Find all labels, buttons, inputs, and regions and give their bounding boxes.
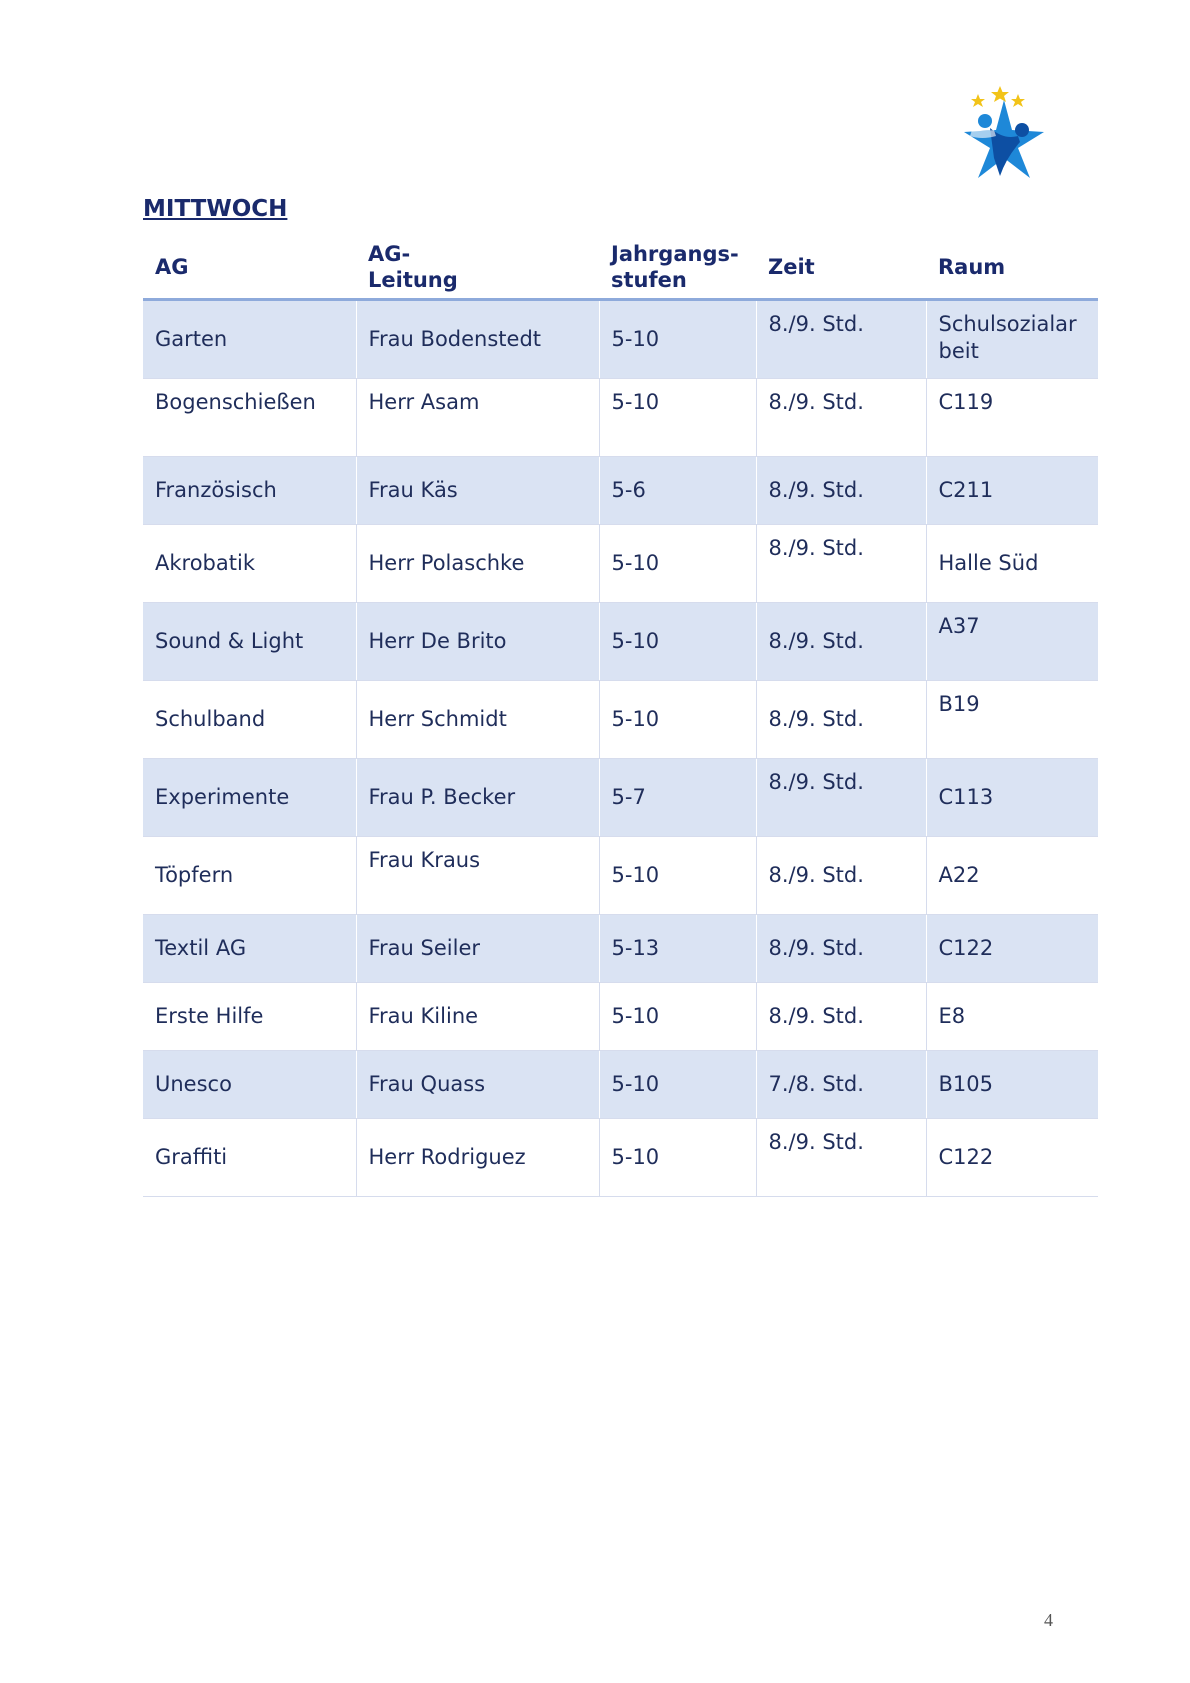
cell-zeit: 8./9. Std. xyxy=(756,983,926,1051)
table-row xyxy=(143,457,1098,525)
cell-ag: Sound & Light xyxy=(143,603,356,681)
col-header-raum: Raum xyxy=(926,236,1098,300)
cell-ag: Töpfern xyxy=(143,837,356,915)
cell-raum: B19 xyxy=(926,681,1098,759)
cell-leitung: Frau Käs xyxy=(356,457,599,525)
cell-raum: C211 xyxy=(926,457,1098,525)
cell-zeit: 8./9. Std. xyxy=(756,915,926,983)
cell-stufen: 5-10 xyxy=(599,681,756,759)
cell-leitung: Frau P. Becker xyxy=(356,759,599,837)
cell-raum: Halle Süd xyxy=(926,525,1098,603)
cell-stufen: 5-10 xyxy=(599,983,756,1051)
header-row xyxy=(143,236,1098,300)
cell-stufen: 5-10 xyxy=(599,837,756,915)
cell-stufen: 5-10 xyxy=(599,525,756,603)
cell-raum: C122 xyxy=(926,1119,1098,1197)
cell-leitung: Herr Rodriguez xyxy=(356,1119,599,1197)
cell-raum: C122 xyxy=(926,915,1098,983)
cell-stufen: 5-10 xyxy=(599,300,756,379)
cell-zeit: 8./9. Std. xyxy=(756,1119,926,1197)
col-header-ag: AG xyxy=(143,236,356,300)
cell-raum: A22 xyxy=(926,837,1098,915)
cell-zeit: 8./9. Std. xyxy=(756,603,926,681)
cell-raum: C119 xyxy=(926,379,1098,457)
cell-zeit: 8./9. Std. xyxy=(756,525,926,603)
table-row xyxy=(143,837,1098,915)
cell-raum: A37 xyxy=(926,603,1098,681)
cell-zeit: 8./9. Std. xyxy=(756,379,926,457)
table-row xyxy=(143,603,1098,681)
cell-leitung: Frau Quass xyxy=(356,1051,599,1119)
table-row xyxy=(143,300,1098,379)
ag-table xyxy=(143,236,1098,1197)
cell-ag: Schulband xyxy=(143,681,356,759)
cell-ag: Akrobatik xyxy=(143,525,356,603)
table-row xyxy=(143,681,1098,759)
cell-stufen: 5-6 xyxy=(599,457,756,525)
cell-raum: B105 xyxy=(926,1051,1098,1119)
table-row xyxy=(143,983,1098,1051)
table-row xyxy=(143,1119,1098,1197)
cell-stufen: 5-10 xyxy=(599,603,756,681)
table-row xyxy=(143,525,1098,603)
cell-zeit: 8./9. Std. xyxy=(756,457,926,525)
cell-raum: E8 xyxy=(926,983,1098,1051)
table-row xyxy=(143,1051,1098,1119)
col-header-jahrgangsstufen: Jahrgangs- stufen xyxy=(599,236,756,300)
cell-ag: Graffiti xyxy=(143,1119,356,1197)
cell-leitung: Herr Schmidt xyxy=(356,681,599,759)
cell-leitung: Frau Kraus xyxy=(356,837,599,915)
table-row xyxy=(143,915,1098,983)
cell-stufen: 5-10 xyxy=(599,1119,756,1197)
cell-leitung: Frau Seiler xyxy=(356,915,599,983)
col-header-leitung: AG- Leitung xyxy=(356,236,599,300)
cell-leitung: Herr Asam xyxy=(356,379,599,457)
cell-zeit: 8./9. Std. xyxy=(756,681,926,759)
cell-stufen: 5-10 xyxy=(599,379,756,457)
cell-leitung: Frau Bodenstedt xyxy=(356,300,599,379)
day-title: MITTWOCH xyxy=(143,196,288,222)
table-row xyxy=(143,759,1098,837)
cell-stufen: 5-10 xyxy=(599,1051,756,1119)
cell-zeit: 8./9. Std. xyxy=(756,759,926,837)
cell-leitung: Herr De Brito xyxy=(356,603,599,681)
cell-zeit: 8./9. Std. xyxy=(756,837,926,915)
cell-zeit: 7./8. Std. xyxy=(756,1051,926,1119)
cell-stufen: 5-13 xyxy=(599,915,756,983)
cell-ag: Französisch xyxy=(143,457,356,525)
cell-raum: Schulsozialar beit xyxy=(926,300,1098,379)
cell-ag: Textil AG xyxy=(143,915,356,983)
cell-ag: Garten xyxy=(143,300,356,379)
cell-raum: C113 xyxy=(926,759,1098,837)
cell-ag: Bogenschießen xyxy=(143,379,356,457)
cell-ag: Unesco xyxy=(143,1051,356,1119)
cell-ag: Erste Hilfe xyxy=(143,983,356,1051)
cell-stufen: 5-7 xyxy=(599,759,756,837)
star-figures-logo xyxy=(960,86,1052,182)
cell-zeit: 8./9. Std. xyxy=(756,300,926,379)
cell-ag: Experimente xyxy=(143,759,356,837)
table-row xyxy=(143,379,1098,457)
col-header-zeit: Zeit xyxy=(756,236,926,300)
cell-leitung: Herr Polaschke xyxy=(356,525,599,603)
cell-leitung: Frau Kiline xyxy=(356,983,599,1051)
page-number: 4 xyxy=(1044,1610,1053,1630)
